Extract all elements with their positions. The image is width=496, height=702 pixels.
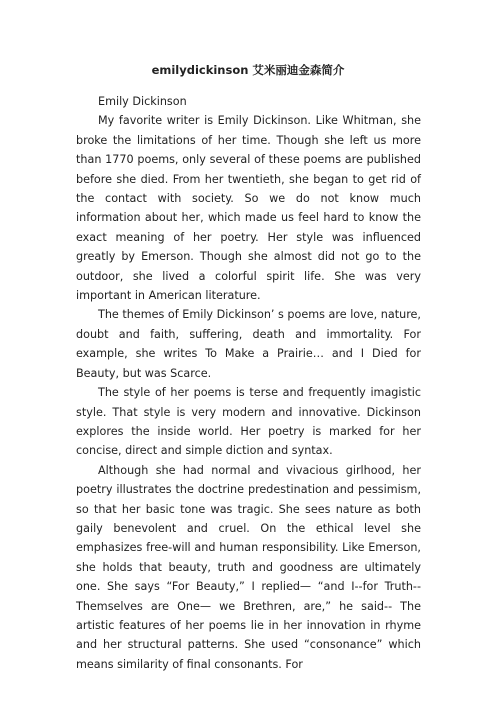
paragraph-themes: The themes of Emily Dickinson’ s poems are love, nature, doubt and faith, suffering, death and immortality. For example, she writes To Make a Prairie… and I Died for Beauty, but was Scarce. bbox=[76, 308, 421, 380]
paragraph-tone: Although she had normal and vivacious girlhood, her poetry illustrates the doctrine predestination and pessimism, so that her basic tone was tragic. She sees nature as both gaily benevolent and cruel. On the ethical level she emphasizes free-will and human responsibility. Like Emerson, she holds that beauty, truth and goodness are ultimately one. She says “For Beauty,” I replied— “and I--for Truth--Themselves are One— we Brethren, are,” he said-- The artistic features of her poems lie in her innovation in rhyme and her structural patterns. She used “consonance” which means similarity of final consonants. For bbox=[76, 463, 421, 671]
document-title: emilydickinson 艾米丽迪金森简介 bbox=[151, 63, 345, 77]
document-subtitle: Emily Dickinson bbox=[98, 95, 187, 108]
paragraph-intro: My favorite writer is Emily Dickinson. Like Whitman, she broke the limitations of her time. Though she left us more than 1770 poems, only several of these poems are published before she died. From her twentieth, she began to get rid of the contact with society. So we do not know much information about her, which made us feel hard to know the exact meaning of her poetry. Her style was influenced greatly by Emerson. Though she almost did not go to the outdoor, she lived a colorful spirit life. She was very important in American literature. bbox=[76, 114, 421, 303]
paragraph-style: The style of her poems is terse and frequently imagistic style. That style is very modern and innovative. Dickinson explores the inside world. Her poetry is marked for her concise, direct and simple diction and syntax. bbox=[76, 386, 421, 458]
document-body bbox=[76, 92, 421, 674]
